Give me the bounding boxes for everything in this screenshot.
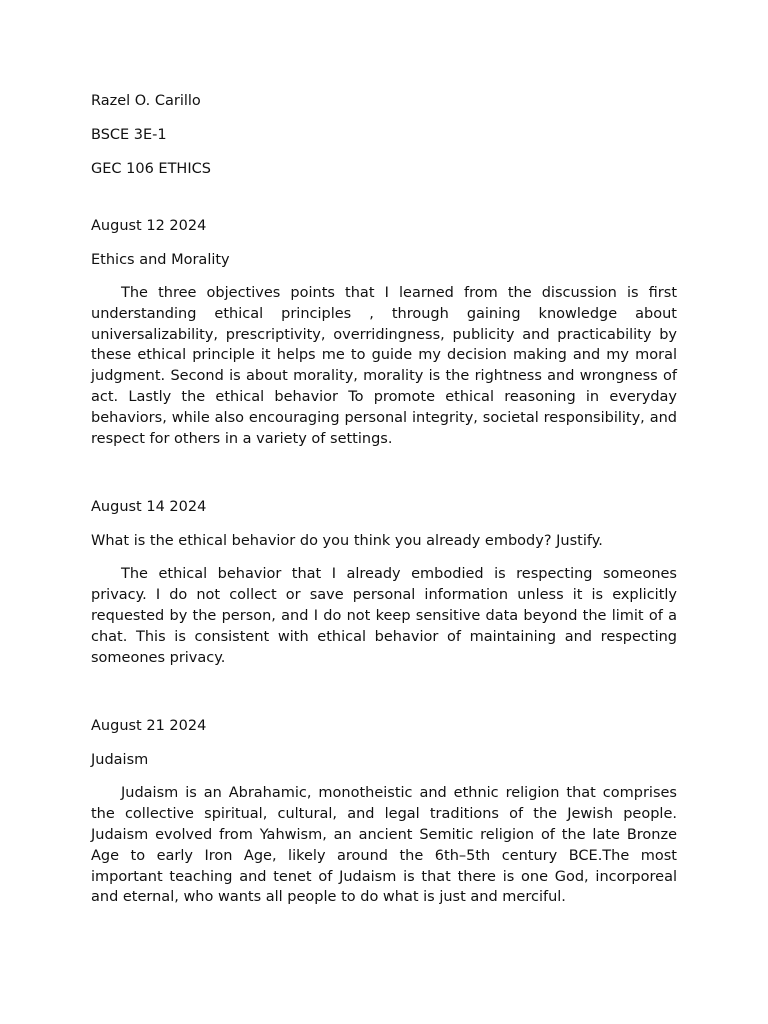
document-page	[91, 90, 677, 908]
entry-date: August 21 2024	[91, 718, 207, 735]
student-section: BSCE 3E-1	[91, 127, 167, 143]
entry-title: Judaism	[91, 752, 149, 769]
journal-entry	[91, 496, 677, 668]
entry-date: August 14 2024	[91, 499, 207, 516]
spacer	[91, 192, 677, 215]
student-name: Razel O. Carillo	[91, 93, 201, 109]
spacer	[91, 668, 677, 715]
journal-entry	[91, 715, 677, 908]
entry-body: Judaism is an Abrahamic, monotheistic and ethnic religion that comprises the collective spiritual, cultural, and legal traditions of the Jewish people. Judaism evolved from Yahwism, an ancient Semitic religion of the late Bronze Age to early Iron Age, likely around the 6th–5th century BCE.The most important teaching and tenet of Judaism is that there is one God, incorporeal and eternal, who wants all people to do what is just and merciful.	[91, 785, 677, 906]
spacer	[91, 449, 677, 496]
entry-body: The ethical behavior that I already embodied is respecting someones privacy. I do not collect or save personal information unless it is explicitly requested by the person, and I do not keep sensitive data beyond the limit of a chat. This is consistent with ethical behavior of maintaining and respecting someones privacy.	[91, 566, 677, 666]
journal-entry	[91, 215, 677, 449]
entry-date: August 12 2024	[91, 218, 207, 234]
entry-body: The three objectives points that I learned from the discussion is first understanding ethical principles , through gaining knowledge about universalizability, prescriptivity, overridingness, publicity and practicability by these ethical principle it helps me to guide my decision making and my moral judgment. Second is about morality, morality is the rightness and wrongness of act. Lastly the ethical behavior To promote ethical reasoning in everyday behaviors, while also encouraging personal integrity, societal responsibility, and respect for others in a variety of settings.	[91, 285, 677, 447]
entry-title: Ethics and Morality	[91, 252, 230, 268]
entry-title: What is the ethical behavior do you think you already embody? Justify.	[91, 533, 603, 550]
course-title: GEC 106 ETHICS	[91, 161, 211, 177]
